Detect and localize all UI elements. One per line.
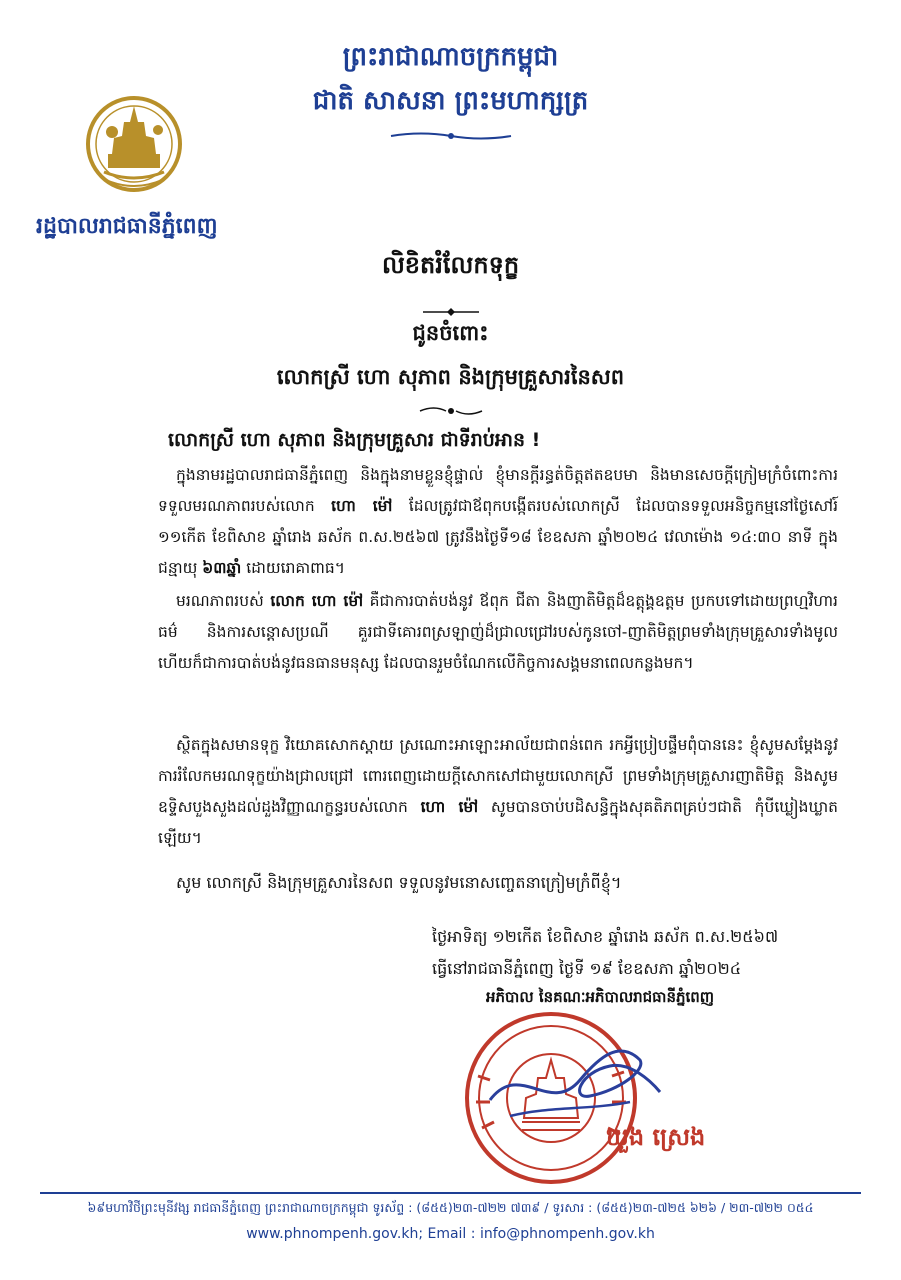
signature-icon [470,1020,670,1130]
footer-divider [40,1192,861,1194]
to-label: ជូនចំពោះ [412,321,489,345]
lunar-date: ថ្ងៃអាទិត្យ ១២កើត ខែពិសាខ ឆ្នាំរោង ឆស័ក ព.ស.២៥៦៧ [432,927,779,946]
body-text: សូមបានចាប់បដិសន្ធិក្នុងសុគតិភពគ្រប់ៗជាតិ កុំបីឃ្លៀងឃ្លាតឡើយ។ [158,798,839,847]
body-text: ដែលត្រូវជាឪពុកបង្កើតរបស់លោកស្រី ដែលបានទទួលអនិច្ចកម្មនៅថ្ងៃសៅរ៍ ១១កើត ខែពិសាខ ឆ្នាំរោង ឆស័ក ព.ស.២៥៦៧ ត្រូវនឹងថ្ងៃទី១៨ ខែឧសភា ឆ្នាំ២០២៤ វេលាម៉ោង ១៤:៣០ នាទី ក្នុងជន្មាយុ [158,497,838,577]
emphasized-text: ហោ ម៉ៅ [420,798,479,816]
body-text: ស្ថិតក្នុងសមានទុក្ខ វិយោគសោកស្ដាយ ស្រណោះអាឡោះអាល័យជាពន់ពេក រកអ្វីប្រៀបផ្ទឹមពុំបាននេះ ខ្ញុំសូមសម្ដែងនូវការរំលែកមរណទុក្ខយ៉ាងជ្រាលជ្រៅ ពោរពេញដោយក្ដីសោកសៅជាមួយលោកស្រី ព្រមទាំងក្រុមគ្រួសារញាតិមិត្ត និងសូមឧទ្ទិសបួងសួងដល់ដួងវិញ្ញាណក្ខន្ធរបស់លោក [158,736,838,816]
signer-title: អភិបាល នៃគណៈអភិបាលរាជធានីភ្នំពេញ [486,988,715,1006]
closing-line: សូម លោកស្រី និងក្រុមគ្រួសារនៃសព ទទួលនូវមនោសញ្ចេតនាក្រៀមក្រំពីខ្ញុំ។ [176,873,622,892]
body-text: ដោយរោគាពាធ។ [241,559,345,577]
emphasized-text: ៦៣ឆ្នាំ [202,559,242,577]
administration-name: រដ្ឋបាលរាជធានីភ្នំពេញ [36,214,218,239]
national-motto: ជាតិ សាសនា ព្រះមហាក្សត្រ [312,86,589,116]
title-ornament [0,302,901,321]
phnom-penh-emblem-icon [84,92,184,204]
salutation: លោកស្រី ហោ សុភាព និងក្រុមគ្រួសារ ជាទីរាប់អាន ! [168,429,541,451]
kingdom-title: ព្រះរាជាណាចក្រកម្ពុជា [342,42,559,72]
body-paragraph-3 [158,730,838,854]
recipient-ornament [0,402,901,421]
signer-name: ឃួង ស្រេង [606,1123,706,1151]
footer-website[interactable]: www.phnompenh.gov.kh; Email : info@phnompenh.gov.kh [246,1226,655,1242]
solar-date: ធ្វើនៅរាជធានីភ្នំពេញ ថ្ងៃទី ១៩ ខែឧសភា ឆ្នាំ២០២៤ [432,959,742,978]
emphasized-text: លោក ហោ ម៉ៅ [270,592,364,610]
letter-title: លិខិតរំលែកទុក្ខ [381,251,520,279]
recipient-name: លោកស្រី ហោ សុភាព និងក្រុមគ្រួសារនៃសព [276,365,625,389]
body-text: គឺជាការបាត់បង់នូវ ឪពុក ជីតា និងញាតិមិត្តដ៏ឧត្តុង្គឧត្តម ប្រកបទៅដោយព្រហ្មវិហារធម៌ និងការសន្ដោសប្រណី គួរជាទីគោរពស្រឡាញ់ដ៏ជ្រាលជ្រៅរបស់កូនចៅ-ញាតិមិត្តព្រមទាំងក្រុមគ្រួសារទាំងមូល ហើយក៏ជាការបាត់បង់នូវធនធានមនុស្ស ដែលបានរួមចំណែកលើកិច្ចការសង្គមនាពេលកន្លងមក។ [158,592,838,672]
emphasized-text: ហោ ម៉ៅ [331,497,393,515]
body-paragraph-1 [158,460,838,584]
body-text: ក្នុងនាមរដ្ឋបាលរាជធានីភ្នំពេញ និងក្នុងនាមខ្លួនខ្ញុំផ្ទាល់ ខ្ញុំមានក្ដីរន្ធត់ចិត្តឥតឧបមា និងមានសេចក្ដីក្រៀមក្រំចំពោះការទទួលមរណភាពរបស់លោក [158,466,838,515]
footer-address: ៦៩មហាវិថីព្រះមុនីវង្ស រាជធានីភ្នំពេញ ព្រះរាជាណាចក្រកម្ពុជា ទូរស័ព្ទ : (៨៥៥)២៣-៧២២ ៧៣៩ / ទូរសារ : (៨៥៥)២៣-៧២៥ ៦២៦ / ២៣-៧២២ ០៥៤ [87,1200,814,1215]
body-text: មរណភាពរបស់ [176,592,271,610]
body-paragraph-2 [158,586,838,679]
